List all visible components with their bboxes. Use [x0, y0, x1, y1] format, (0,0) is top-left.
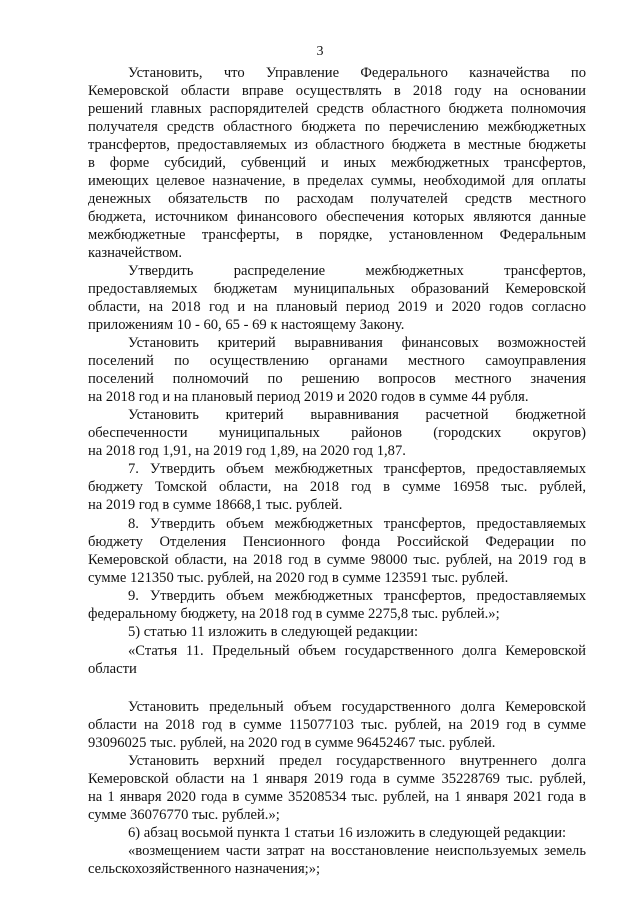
paragraph-line: казначейством. — [88, 245, 182, 261]
paragraph-line: Кемеровской области, на 2018 год в сумме 98000 тыс. рублей, на 2019 год в — [88, 552, 586, 568]
paragraph-line: 9. Утвердить объем межбюджетных трансфертов, предоставляемых — [128, 588, 586, 604]
paragraph-line: Установить верхний предел государственного внутреннего долга — [128, 753, 586, 769]
paragraph-line: Установить, что Управление Федерального казначейства по — [128, 65, 586, 81]
paragraph-line: на 2018 год и на плановый период 2019 и 2020 годов в сумме 44 рубля. — [88, 389, 529, 405]
paragraph-line: 8. Утвердить объем межбюджетных трансфертов, предоставляемых — [128, 516, 586, 532]
paragraph-line: области на 2018 год в сумме 115077103 тыс. рублей, на 2019 год в сумме — [88, 717, 586, 733]
paragraph-line: на 2019 год в сумме 18668,1 тыс. рублей. — [88, 497, 343, 513]
paragraph-line: приложениям 10 - 60, 65 - 69 к настоящему Закону. — [88, 317, 405, 333]
paragraph-line: на 1 января 2020 года в сумме 35208534 тыс. рублей, на 1 января 2021 года в — [88, 789, 586, 805]
page-number: 3 — [316, 44, 324, 59]
paragraph-line: области — [88, 661, 137, 677]
paragraph-line: сельскохозяйственного назначения;»; — [88, 861, 321, 877]
paragraph-line: поселений полномочий по решению вопросов местного значения — [88, 371, 586, 387]
paragraph-line: межбюджетные трансферты, в порядке, установленном Федеральным — [88, 227, 586, 243]
paragraph-line: Установить предельный объем государственного долга Кемеровской — [128, 699, 586, 715]
paragraph-line: области, на 2018 год и на плановый период 2019 и 2020 годов согласно — [88, 299, 586, 315]
paragraph-line: решений главных распорядителей средств областного бюджета полномочия — [88, 101, 586, 117]
paragraph-line: Установить критерий выравнивания расчетной бюджетной — [128, 407, 586, 423]
paragraph-line: Установить критерий выравнивания финансовых возможностей — [128, 335, 586, 351]
paragraph-line: трансфертов, предоставляемых из областного бюджета в местные бюджеты — [88, 137, 586, 153]
paragraph-line: «Статья 11. Предельный объем государственного долга Кемеровской — [128, 643, 586, 659]
paragraph-line: 5) статью 11 изложить в следующей редакции: — [128, 624, 419, 640]
paragraph-line: предоставляемых бюджетам муниципальных образований Кемеровской — [88, 281, 586, 297]
paragraph-line: имеющих целевое назначение, в пределах суммы, необходимой для оплаты — [88, 173, 586, 189]
paragraph-line: бюджету Отделения Пенсионного фонда Российской Федерации по — [88, 534, 586, 550]
paragraph-line: получателя средств областного бюджета по перечислению межбюджетных — [88, 119, 586, 135]
paragraph-line: на 2018 год 1,91, на 2019 год 1,89, на 2020 год 1,87. — [88, 443, 406, 459]
paragraph-line: поселений по осуществлению органами местного самоуправления — [88, 353, 586, 369]
paragraph-line: в форме субсидий, субвенций и иных межбюджетных трансфертов, — [88, 155, 586, 171]
paragraph-line: федеральному бюджету, на 2018 год в сумме 2275,8 тыс. рублей.»; — [88, 606, 500, 622]
paragraph-line: сумме 36076770 тыс. рублей.»; — [88, 807, 280, 823]
paragraph-line: «возмещением части затрат на восстановление неиспользуемых земель — [128, 843, 586, 859]
paragraph-line: обеспеченности муниципальных районов (городских округов) — [88, 425, 586, 441]
paragraph-line: бюджета, источником финансового обеспечения которых являются данные — [88, 209, 586, 225]
paragraph-line: 93096025 тыс. рублей, на 2020 год в сумме 96452467 тыс. рублей. — [88, 735, 496, 751]
paragraph-line: бюджету Томской области, на 2018 год в сумме 16958 тыс. рублей, — [88, 479, 586, 495]
paragraph-line: денежных обязательств по расходам получателей средств местного — [88, 191, 586, 207]
paragraph-line: 7. Утвердить объем межбюджетных трансфертов, предоставляемых — [128, 461, 586, 477]
paragraph-line: Кемеровской области вправе осуществлять в 2018 году на основании — [88, 83, 586, 99]
paragraph-line: Кемеровской области на 1 января 2019 года в сумме 35228769 тыс. рублей, — [88, 771, 586, 787]
paragraph-line: Утвердить распределение межбюджетных трансфертов, — [128, 263, 586, 279]
paragraph-line: сумме 121350 тыс. рублей, на 2020 год в сумме 123591 тыс. рублей. — [88, 570, 509, 586]
paragraph-line: 6) абзац восьмой пункта 1 статьи 16 изложить в следующей редакции: — [128, 825, 567, 841]
